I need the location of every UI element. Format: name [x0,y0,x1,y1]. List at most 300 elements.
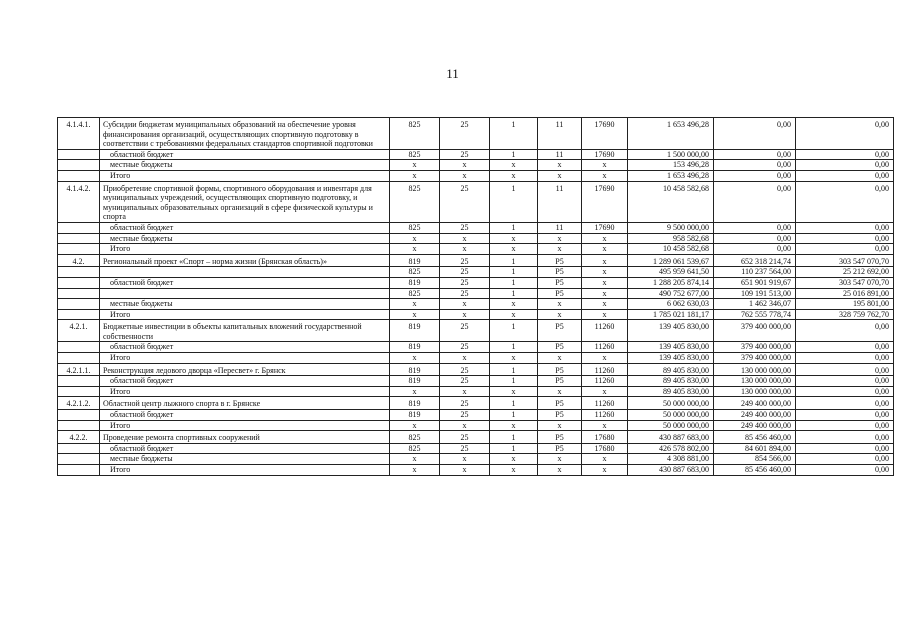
code-program: x [440,420,490,431]
code-subprogram: 1 [490,288,538,299]
item-description: Приобретение спортивной формы, спортивного оборудования и инвентаря для муниципальных учреждений, осуществляющих спортивную подготовку, и муниципальных образовательных организаций в сфере физической культуры и спорта [100,181,390,222]
code-project: x [538,386,582,397]
item-description: местные бюджеты [100,299,390,310]
code-admin: x [390,353,440,364]
code-direction: 11260 [582,363,628,376]
table-row-subitem [58,420,894,431]
code-direction: x [582,254,628,267]
amount-year-2: 0,00 [714,233,796,244]
code-admin: 819 [390,376,440,387]
item-description: областной бюджет [100,277,390,288]
amount-year-1: 50 000 000,00 [628,397,714,410]
code-admin: 825 [390,118,440,150]
table-row-item [58,181,894,222]
code-direction: x [582,160,628,171]
amount-year-2: 379 400 000,00 [714,353,796,364]
table-row-subitem [58,353,894,364]
code-project: x [538,299,582,310]
code-project: P5 [538,376,582,387]
amount-year-1: 1 785 021 181,17 [628,309,714,320]
amount-year-1: 139 405 830,00 [628,342,714,353]
code-direction: 17680 [582,431,628,444]
code-program: 25 [440,342,490,353]
code-project: x [538,454,582,465]
item-number [58,233,100,244]
page-number: 11 [446,66,459,81]
item-number: 4.2.1.1. [58,363,100,376]
amount-year-1: 10 458 582,68 [628,181,714,222]
item-description [100,288,390,299]
item-description: Итого [100,386,390,397]
amount-year-3: 0,00 [796,170,894,181]
code-subprogram: 1 [490,431,538,444]
code-subprogram: 1 [490,254,538,267]
code-direction: x [582,288,628,299]
table-row-subitem [58,309,894,320]
code-subprogram: x [490,386,538,397]
code-subprogram: 1 [490,376,538,387]
amount-year-2: 0,00 [714,244,796,255]
item-description: областной бюджет [100,342,390,353]
code-program: x [440,454,490,465]
item-number [58,267,100,278]
item-description: областной бюджет [100,149,390,160]
item-description: Реконструкция ледового дворца «Пересвет» г. Брянск [100,363,390,376]
amount-year-2: 130 000 000,00 [714,386,796,397]
amount-year-3: 0,00 [796,443,894,454]
amount-year-2: 0,00 [714,170,796,181]
code-program: 25 [440,149,490,160]
table-row-item [58,431,894,444]
code-program: 25 [440,363,490,376]
table-row-subitem [58,244,894,255]
code-direction: x [582,277,628,288]
code-direction: 17690 [582,118,628,150]
code-subprogram: 1 [490,443,538,454]
code-subprogram: 1 [490,320,538,342]
item-number: 4.1.4.1. [58,118,100,150]
item-number [58,465,100,476]
amount-year-2: 85 456 460,00 [714,431,796,444]
code-subprogram: x [490,454,538,465]
amount-year-1: 50 000 000,00 [628,420,714,431]
code-admin: x [390,160,440,171]
item-number [58,222,100,233]
code-admin: 819 [390,254,440,267]
amount-year-3: 303 547 070,70 [796,254,894,267]
item-description: Итого [100,244,390,255]
code-direction: 11260 [582,397,628,410]
code-subprogram: x [490,299,538,310]
code-direction: 17690 [582,149,628,160]
amount-year-3: 0,00 [796,118,894,150]
code-direction: 17680 [582,443,628,454]
amount-year-3: 0,00 [796,149,894,160]
item-number [58,170,100,181]
item-description: областной бюджет [100,443,390,454]
item-description: Субсидии бюджетам муниципальных образований на обеспечение уровня финансирования организаций, осуществляющих спортивную подготовку в соответствии с требованиями федеральных стандартов спортивной подготовки [100,118,390,150]
code-admin: 825 [390,267,440,278]
item-number: 4.2.2. [58,431,100,444]
amount-year-2: 85 456 460,00 [714,465,796,476]
amount-year-1: 430 887 683,00 [628,465,714,476]
code-direction: 11260 [582,376,628,387]
code-direction: 11260 [582,320,628,342]
code-direction: x [582,386,628,397]
code-program: 25 [440,267,490,278]
code-project: P5 [538,443,582,454]
item-number [58,353,100,364]
budget-table [57,117,894,476]
amount-year-1: 958 582,68 [628,233,714,244]
amount-year-2: 130 000 000,00 [714,376,796,387]
code-subprogram: 1 [490,118,538,150]
amount-year-2: 854 566,00 [714,454,796,465]
amount-year-2: 0,00 [714,118,796,150]
code-direction: 17690 [582,222,628,233]
amount-year-2: 249 400 000,00 [714,410,796,421]
amount-year-2: 0,00 [714,149,796,160]
table-row-subitem [58,443,894,454]
item-number [58,376,100,387]
amount-year-2: 84 601 894,00 [714,443,796,454]
code-project: P5 [538,431,582,444]
item-description: Итого [100,170,390,181]
code-direction: x [582,299,628,310]
table-row-subitem [58,342,894,353]
amount-year-1: 1 653 496,28 [628,118,714,150]
item-number [58,410,100,421]
code-project: 11 [538,181,582,222]
code-admin: 825 [390,288,440,299]
code-project: x [538,233,582,244]
amount-year-1: 4 308 881,00 [628,454,714,465]
code-program: x [440,244,490,255]
code-program: 25 [440,222,490,233]
code-direction: x [582,233,628,244]
code-admin: 825 [390,443,440,454]
table-row-subitem [58,267,894,278]
code-project: P5 [538,397,582,410]
code-subprogram: x [490,353,538,364]
table-row-subitem [58,376,894,387]
code-direction: x [582,353,628,364]
code-project: 11 [538,149,582,160]
item-description: местные бюджеты [100,233,390,244]
amount-year-1: 1 289 061 539,67 [628,254,714,267]
amount-year-3: 0,00 [796,465,894,476]
amount-year-3: 0,00 [796,376,894,387]
item-number: 4.2.1. [58,320,100,342]
code-subprogram: 1 [490,181,538,222]
code-admin: 819 [390,320,440,342]
table-row-subitem [58,170,894,181]
amount-year-1: 9 500 000,00 [628,222,714,233]
code-admin: x [390,465,440,476]
code-admin: x [390,244,440,255]
code-project: x [538,160,582,171]
code-direction: 11260 [582,410,628,421]
table-row-item [58,118,894,150]
code-subprogram: x [490,160,538,171]
amount-year-2: 651 901 919,67 [714,277,796,288]
code-project: P5 [538,342,582,353]
code-admin: 825 [390,181,440,222]
amount-year-2: 109 191 513,00 [714,288,796,299]
code-admin: x [390,309,440,320]
code-project: x [538,309,582,320]
item-description: Региональный проект «Спорт – норма жизни (Брянская область)» [100,254,390,267]
amount-year-1: 89 405 830,00 [628,386,714,397]
code-program: x [440,386,490,397]
amount-year-2: 379 400 000,00 [714,320,796,342]
code-program: 25 [440,320,490,342]
item-description: местные бюджеты [100,454,390,465]
amount-year-2: 0,00 [714,181,796,222]
code-admin: 819 [390,410,440,421]
amount-year-1: 50 000 000,00 [628,410,714,421]
table-body [58,118,894,476]
amount-year-2: 762 555 778,74 [714,309,796,320]
item-description: Итого [100,420,390,431]
code-program: 25 [440,397,490,410]
code-admin: x [390,299,440,310]
code-program: 25 [440,181,490,222]
amount-year-3: 0,00 [796,397,894,410]
code-project: P5 [538,363,582,376]
amount-year-3: 195 801,00 [796,299,894,310]
amount-year-1: 89 405 830,00 [628,363,714,376]
code-admin: 819 [390,363,440,376]
item-number [58,299,100,310]
item-number [58,277,100,288]
item-description: Проведение ремонта спортивных сооружений [100,431,390,444]
code-project: P5 [538,320,582,342]
table-row-subitem [58,386,894,397]
item-description: Итого [100,465,390,476]
code-direction: x [582,244,628,255]
amount-year-3: 0,00 [796,420,894,431]
amount-year-3: 303 547 070,70 [796,277,894,288]
code-program: x [440,233,490,244]
code-program: 25 [440,288,490,299]
amount-year-3: 0,00 [796,353,894,364]
code-program: x [440,465,490,476]
amount-year-1: 1 500 000,00 [628,149,714,160]
table-row-subitem [58,454,894,465]
code-project: P5 [538,288,582,299]
item-number [58,149,100,160]
item-description: Бюджетные инвестиции в объекты капитальных вложений государственной собственности [100,320,390,342]
table-row-item [58,363,894,376]
item-number [58,160,100,171]
amount-year-1: 139 405 830,00 [628,320,714,342]
table-row-subitem [58,149,894,160]
amount-year-3: 0,00 [796,431,894,444]
code-project: P5 [538,267,582,278]
code-direction: 11260 [582,342,628,353]
code-admin: x [390,233,440,244]
code-project: 11 [538,118,582,150]
code-program: 25 [440,376,490,387]
amount-year-3: 0,00 [796,244,894,255]
amount-year-3: 0,00 [796,363,894,376]
code-program: 25 [440,410,490,421]
amount-year-3: 25 212 692,00 [796,267,894,278]
item-number: 4.2. [58,254,100,267]
amount-year-1: 1 288 205 874,14 [628,277,714,288]
table-row-subitem [58,410,894,421]
code-program: 25 [440,254,490,267]
code-admin: 819 [390,277,440,288]
amount-year-1: 495 959 641,50 [628,267,714,278]
code-subprogram: x [490,170,538,181]
amount-year-3: 25 016 891,00 [796,288,894,299]
amount-year-1: 139 405 830,00 [628,353,714,364]
code-admin: x [390,386,440,397]
code-admin: x [390,454,440,465]
code-project: x [538,420,582,431]
table-row-subitem [58,299,894,310]
amount-year-2: 1 462 346,07 [714,299,796,310]
item-number [58,386,100,397]
amount-year-2: 130 000 000,00 [714,363,796,376]
amount-year-3: 0,00 [796,386,894,397]
code-program: 25 [440,118,490,150]
item-description: областной бюджет [100,376,390,387]
code-project: x [538,170,582,181]
amount-year-3: 0,00 [796,233,894,244]
item-number [58,420,100,431]
code-subprogram: x [490,465,538,476]
item-description: областной бюджет [100,410,390,421]
code-subprogram: 1 [490,342,538,353]
code-admin: x [390,170,440,181]
code-project: P5 [538,254,582,267]
code-project: x [538,465,582,476]
code-program: x [440,170,490,181]
amount-year-1: 10 458 582,68 [628,244,714,255]
amount-year-3: 0,00 [796,410,894,421]
item-description: местные бюджеты [100,160,390,171]
code-subprogram: x [490,244,538,255]
code-program: x [440,160,490,171]
amount-year-2: 110 237 564,00 [714,267,796,278]
code-subprogram: 1 [490,397,538,410]
code-direction: x [582,309,628,320]
item-description: Областной центр лыжного спорта в г. Брянске [100,397,390,410]
amount-year-2: 0,00 [714,160,796,171]
code-admin: 825 [390,149,440,160]
amount-year-1: 490 752 677,00 [628,288,714,299]
table-row-subitem [58,288,894,299]
table-row-item [58,320,894,342]
code-program: 25 [440,277,490,288]
code-project: P5 [538,277,582,288]
code-direction: 17690 [582,181,628,222]
code-subprogram: 1 [490,267,538,278]
table-row-item [58,254,894,267]
amount-year-2: 0,00 [714,222,796,233]
table-row-subitem [58,465,894,476]
item-number [58,288,100,299]
amount-year-1: 426 578 802,00 [628,443,714,454]
amount-year-3: 0,00 [796,342,894,353]
amount-year-2: 249 400 000,00 [714,397,796,410]
amount-year-1: 1 653 496,28 [628,170,714,181]
table-row-item [58,397,894,410]
amount-year-2: 652 318 214,74 [714,254,796,267]
code-subprogram: x [490,420,538,431]
amount-year-3: 328 759 762,70 [796,309,894,320]
code-project: x [538,244,582,255]
code-direction: x [582,454,628,465]
table-row-subitem [58,233,894,244]
code-subprogram: 1 [490,222,538,233]
item-number: 4.2.1.2. [58,397,100,410]
table-row-subitem [58,160,894,171]
amount-year-2: 379 400 000,00 [714,342,796,353]
item-description: Итого [100,353,390,364]
code-project: P5 [538,410,582,421]
code-program: 25 [440,443,490,454]
amount-year-3: 0,00 [796,454,894,465]
code-subprogram: 1 [490,410,538,421]
code-program: 25 [440,431,490,444]
item-number [58,309,100,320]
code-admin: 825 [390,431,440,444]
code-direction: x [582,420,628,431]
item-description: Итого [100,309,390,320]
code-admin: 825 [390,222,440,233]
code-program: x [440,309,490,320]
code-subprogram: x [490,233,538,244]
code-direction: x [582,170,628,181]
amount-year-3: 0,00 [796,320,894,342]
item-number [58,342,100,353]
code-admin: 819 [390,342,440,353]
code-program: x [440,299,490,310]
code-project: x [538,353,582,364]
code-admin: x [390,420,440,431]
code-direction: x [582,267,628,278]
item-description: областной бюджет [100,222,390,233]
code-direction: x [582,465,628,476]
item-description [100,267,390,278]
item-number [58,244,100,255]
amount-year-3: 0,00 [796,181,894,222]
code-subprogram: 1 [490,149,538,160]
code-admin: 819 [390,397,440,410]
amount-year-2: 249 400 000,00 [714,420,796,431]
table-row-subitem [58,277,894,288]
amount-year-3: 0,00 [796,160,894,171]
amount-year-1: 430 887 683,00 [628,431,714,444]
amount-year-1: 153 496,28 [628,160,714,171]
item-number [58,443,100,454]
code-subprogram: 1 [490,277,538,288]
amount-year-1: 6 062 630,03 [628,299,714,310]
code-subprogram: 1 [490,363,538,376]
amount-year-3: 0,00 [796,222,894,233]
code-subprogram: x [490,309,538,320]
code-program: x [440,353,490,364]
amount-year-1: 89 405 830,00 [628,376,714,387]
item-number: 4.1.4.2. [58,181,100,222]
code-project: 11 [538,222,582,233]
item-number [58,454,100,465]
table-row-subitem [58,222,894,233]
